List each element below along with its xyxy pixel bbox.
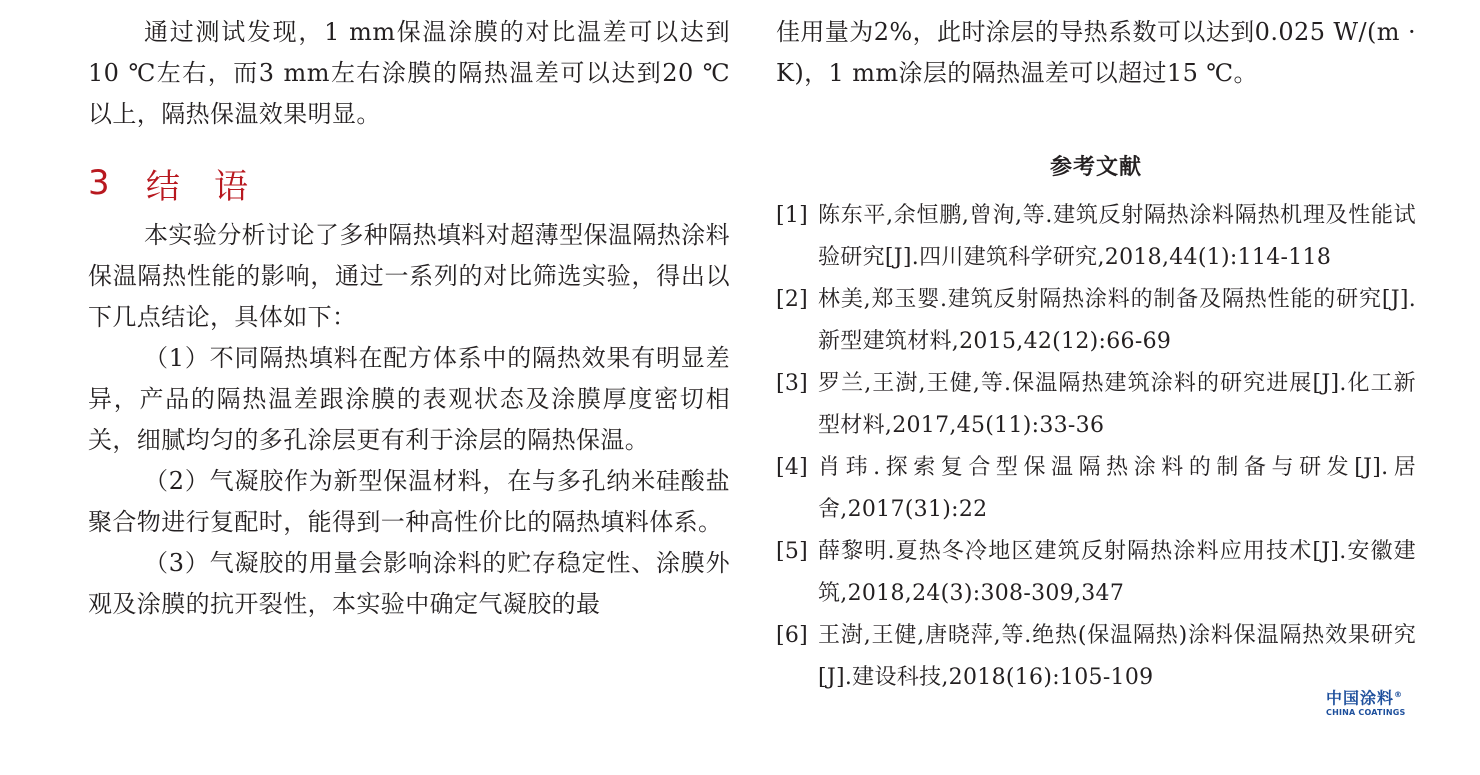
logo-chinese-name: 中国涂料® [1326,688,1404,708]
reference-number: [5] [776,539,809,564]
reference-text: 陈东平,余恒鹏,曾洵,等.建筑反射隔热涂料隔热机理及性能试验研究[J].四川建筑科学研究,2018,44(1):114-118 [818,203,1416,270]
left-column [88,0,730,625]
reference-text: 林美,郑玉婴.建筑反射隔热涂料的制备及隔热性能的研究[J].新型建筑材料,2015,42(12):66-69 [818,287,1416,354]
reference-number: [1] [776,203,809,228]
reference-item [776,447,1416,531]
section-heading [88,157,730,209]
conclusion-point-1: （1）不同隔热填料在配方体系中的隔热效果有明显差异，产品的隔热温差跟涂膜的表观状态及涂膜厚度密切相关，细腻均匀的多孔涂层更有利于涂层的隔热保温。 [88,344,730,454]
reference-number: [2] [776,287,809,312]
china-coatings-logo [1326,686,1426,719]
reference-number: [3] [776,371,809,396]
reference-text: 王澍,王健,唐晓萍,等.绝热(保温隔热)涂料保温隔热效果研究[J].建设科技,2018(16):105-109 [818,623,1416,690]
conclusion-point-3: （3）气凝胶的用量会影响涂料的贮存稳定性、涂膜外观及涂膜的抗开裂性，本实验中确定气凝胶的最 [88,549,730,618]
logo-english-name: CHINA COATINGS [1326,708,1406,718]
registered-mark: ® [1394,690,1404,699]
reference-text: 肖玮.探索复合型保温隔热涂料的制备与研发[J].居舍,2017(31):22 [818,455,1416,522]
right-column [776,0,1416,699]
reference-item [776,531,1416,615]
reference-number: [4] [776,455,809,480]
reference-number: [6] [776,623,809,648]
conclusion-intro: 本实验分析讨论了多种隔热填料对超薄型保温隔热涂料保温隔热性能的影响，通过一系列的对比筛选实验，得出以下几点结论，具体如下： [88,221,730,331]
section-number: 3 [88,163,110,203]
reference-item [776,279,1416,363]
reference-text: 罗兰,王澍,王健,等.保温隔热建筑涂料的研究进展[J].化工新型材料,2017,45(11):33-36 [818,371,1416,438]
reference-item [776,615,1416,699]
conclusion-point-2: （2）气凝胶作为新型保温材料，在与多孔纳米硅酸盐聚合物进行复配时，能得到一种高性价比的隔热填料体系。 [88,467,730,536]
continuation-paragraph: 佳用量为2%，此时涂层的导热系数可以达到0.025 W/(m · K)，1 mm涂层的隔热温差可以超过15 ℃。 [776,18,1416,87]
reference-item [776,363,1416,447]
references-title: 参考文献 [1049,155,1142,180]
reference-text: 薛黎明.夏热冬冷地区建筑反射隔热涂料应用技术[J].安徽建筑,2018,24(3):308-309,347 [818,539,1416,606]
reference-item [776,195,1416,279]
intro-paragraph: 通过测试发现，1 mm保温涂膜的对比温差可以达到10 ℃左右，而3 mm左右涂膜的隔热温差可以达到20 ℃以上，隔热保温效果明显。 [88,18,730,128]
reference-list [776,195,1416,699]
section-title: 结语 [146,166,282,207]
